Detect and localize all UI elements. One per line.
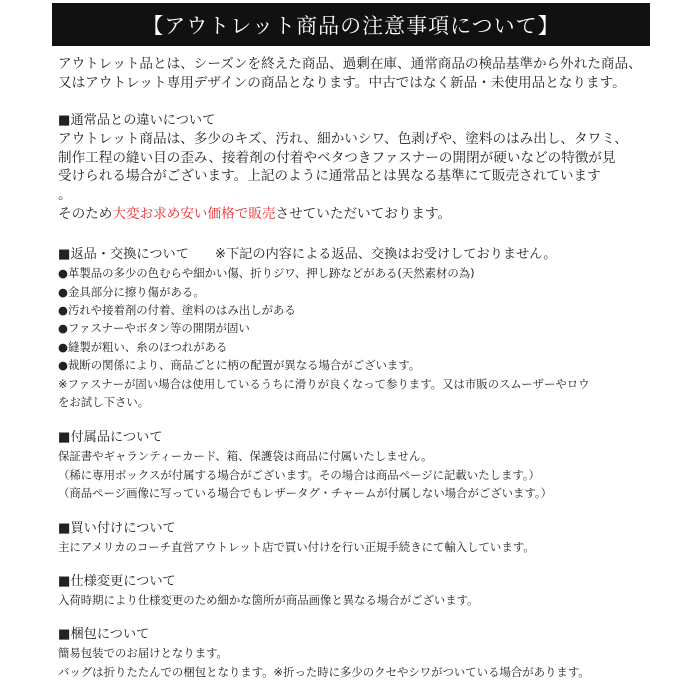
section-heading: ■通常品との違いについて [58, 113, 216, 129]
footnote-line: をお試し下さい。 [58, 395, 150, 409]
list-item: ●金具部分に擦り傷がある。 [58, 284, 205, 299]
body-line: 制作工程の縫い目の歪み、接着剤の付着やベタつきファスナーの開閉が硬いなどの特徴が見 [58, 149, 616, 166]
closing-suffix: させていただいております。 [275, 205, 452, 222]
returns-heading-row [58, 245, 648, 264]
intro-section [58, 55, 648, 92]
body-line: バッグは折りたたんでの梱包となります。※折った時に多少のクセやシワがついている場合があります。 [58, 664, 590, 679]
intro-line: 又はアウトレット専用デザインの商品となります。中古ではなく新品・未使用品となります。 [58, 74, 626, 91]
list-item: ●汚れや接着剤の付着、塗料のはみ出しがある [58, 302, 296, 317]
list-item: ●裁断の関係により、商品ごとに柄の配置が異なる場合がございます。 [58, 358, 421, 373]
returns-section [58, 245, 648, 411]
page-title-bar [52, 3, 650, 46]
section-heading: ■返品・交換について [58, 247, 189, 263]
returns-note: ※下記の内容による返品、交換はお受けしておりません。 [214, 247, 557, 263]
list-item: ●革製品の多少の色むらや細かい傷、折りジワ、押し跡などがある(天然素材の為) [58, 266, 475, 281]
packaging-section [58, 625, 648, 681]
intro-line: アウトレット品とは、シーズンを終えた商品、過剰在庫、通常商品の検品基準から外れた商品、 [58, 56, 642, 72]
accessories-section [58, 428, 648, 502]
spec-change-section [58, 572, 648, 609]
body-line: 入荷時期により仕様変更のため細かな箇所が商品画像と異なる場合がございます。 [58, 593, 479, 608]
section-heading: ■買い付けについて [58, 520, 176, 536]
body-line: アウトレット商品は、多少のキズ、汚れ、細かいシワ、色剥げや、塗料のはみ出し、タワミ、 [58, 131, 628, 148]
body-line: （稀に専用ボックスが付属する場合がございます。その場合は商品ページに記載いたします。） [58, 467, 540, 482]
list-item: ●ファスナーやボタン等の開閉が固い [58, 321, 250, 336]
section-heading: ■梱包について [58, 627, 150, 643]
page-title: 【アウトレット商品の注意事項について】 [142, 13, 560, 38]
list-item: ●縫製が粗い、糸のほつれがある [58, 339, 228, 354]
body-line: （商品ページ画像に写っている場合でもレザータグ・チャームが付属しない場合がございます。） [58, 486, 553, 501]
section-heading: ■付属品について [58, 430, 163, 446]
body-line: 。 [58, 186, 72, 203]
difference-section [58, 111, 648, 223]
body-line: 保証書やギャランティーカード、箱、保護袋は商品に付属いたしません。 [58, 449, 433, 464]
notice-content [58, 55, 648, 681]
closing-prefix: そのため [58, 205, 113, 222]
section-heading: ■仕様変更について [58, 574, 176, 590]
footnote-line: ※ファスナーが固い場合は使用しているうちに滑りが良くなって参ります。又は市販のスムーザーやロウ [58, 376, 590, 391]
body-line: 主にアメリカのコーチ直営アウトレット店で買い付けを行い正規手続きにて輸入しています。 [58, 539, 535, 554]
body-line: 受けられる場合がございます。上記のように通常品とは異なる基準にて販売されています [58, 168, 601, 185]
closing-line [58, 205, 648, 224]
price-highlight: 大変お求め安い価格で販売 [112, 205, 276, 222]
purchasing-section [58, 519, 648, 556]
body-line: 簡易包装でのお届けとなります。 [58, 646, 228, 661]
